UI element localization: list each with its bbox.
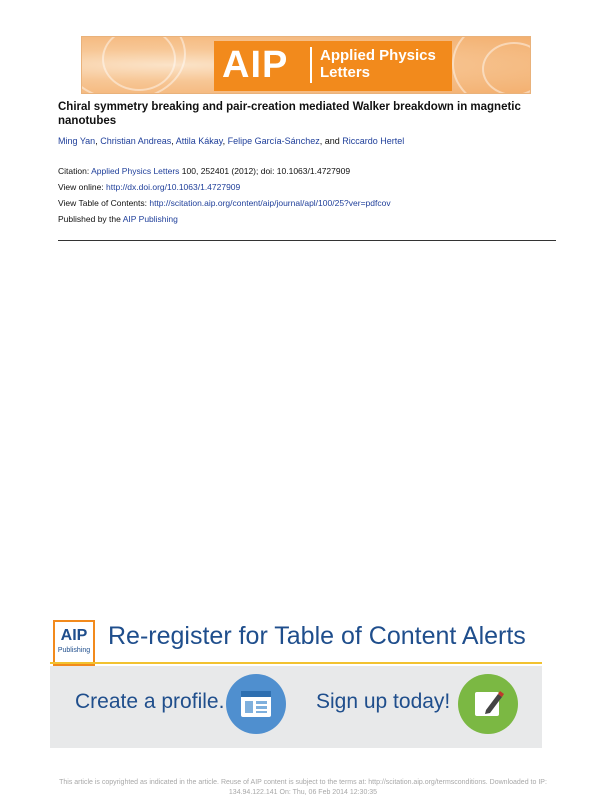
view-online-link[interactable]: http://dx.doi.org/10.1063/1.4727909 [106,182,241,192]
toc-alerts-ad[interactable] [50,612,542,748]
author-separator: , [95,136,101,146]
author-separator: , and [319,136,343,146]
journal-name-line1: Applied Physics [320,47,436,64]
article-title: Chiral symmetry breaking and pair-creation mediated Walker breakdown in magnetic nanotubes [58,101,521,127]
author-separator: , [222,136,228,146]
aip-publishing-logo [53,620,95,666]
ad-panel [50,666,542,748]
author-link[interactable]: Ming Yan [58,136,96,146]
header-divider [58,240,556,241]
citation-label: Citation: [58,166,92,176]
citation-details: 100, 252401 (2012); doi: 10.1063/1.4727909 [179,166,351,176]
author-separator: , [171,136,176,146]
publisher-link[interactable]: AIP Publishing [122,214,178,224]
view-online-label: View online: [58,182,107,192]
copyright-footer [20,778,586,798]
journal-name [320,47,436,81]
profile-icon [226,674,286,734]
author-link[interactable]: Riccardo Hertel [342,136,405,146]
footer-line2: 134.94.122.141 On: Thu, 06 Feb 2014 12:30:35 [228,789,378,796]
published-label: Published by the [58,214,123,224]
citation-line [58,166,558,177]
toc-label: View Table of Contents: [58,198,150,208]
ad-headline: Re-register for Table of Content Alerts [108,622,526,650]
citation-journal-link[interactable]: Applied Physics Letters [91,166,180,176]
journal-name-line2: Letters [320,64,371,81]
edit-pencil-icon [458,674,518,734]
sign-up-text[interactable]: Sign up today! [316,690,451,713]
author-link[interactable]: Felipe García-Sánchez [227,136,320,146]
footer-line1: This article is copyrighted as indicated in the article. Reuse of AIP content is subject to the terms at: http://scitation.aip.org/termsconditions. Downloaded to IP: [59,779,547,786]
ad-accent-bar [50,662,542,664]
author-list [58,135,558,147]
banner-divider [310,47,312,83]
aip-publishing-logo-bottom: Publishing [57,647,91,654]
published-line [58,214,558,225]
aip-logo-text: AIP [222,44,289,86]
aip-publishing-logo-top: AIP [60,627,88,644]
journal-banner [81,36,531,94]
author-link[interactable]: Attila Kákay [175,136,223,146]
create-profile-text[interactable]: Create a profile. [75,690,225,713]
toc-link[interactable]: http://scitation.aip.org/content/aip/journal/apl/100/25?ver=pdfcov [149,198,391,208]
view-online-line [58,182,558,193]
author-link[interactable]: Christian Andreas [100,136,172,146]
toc-line [58,198,558,209]
